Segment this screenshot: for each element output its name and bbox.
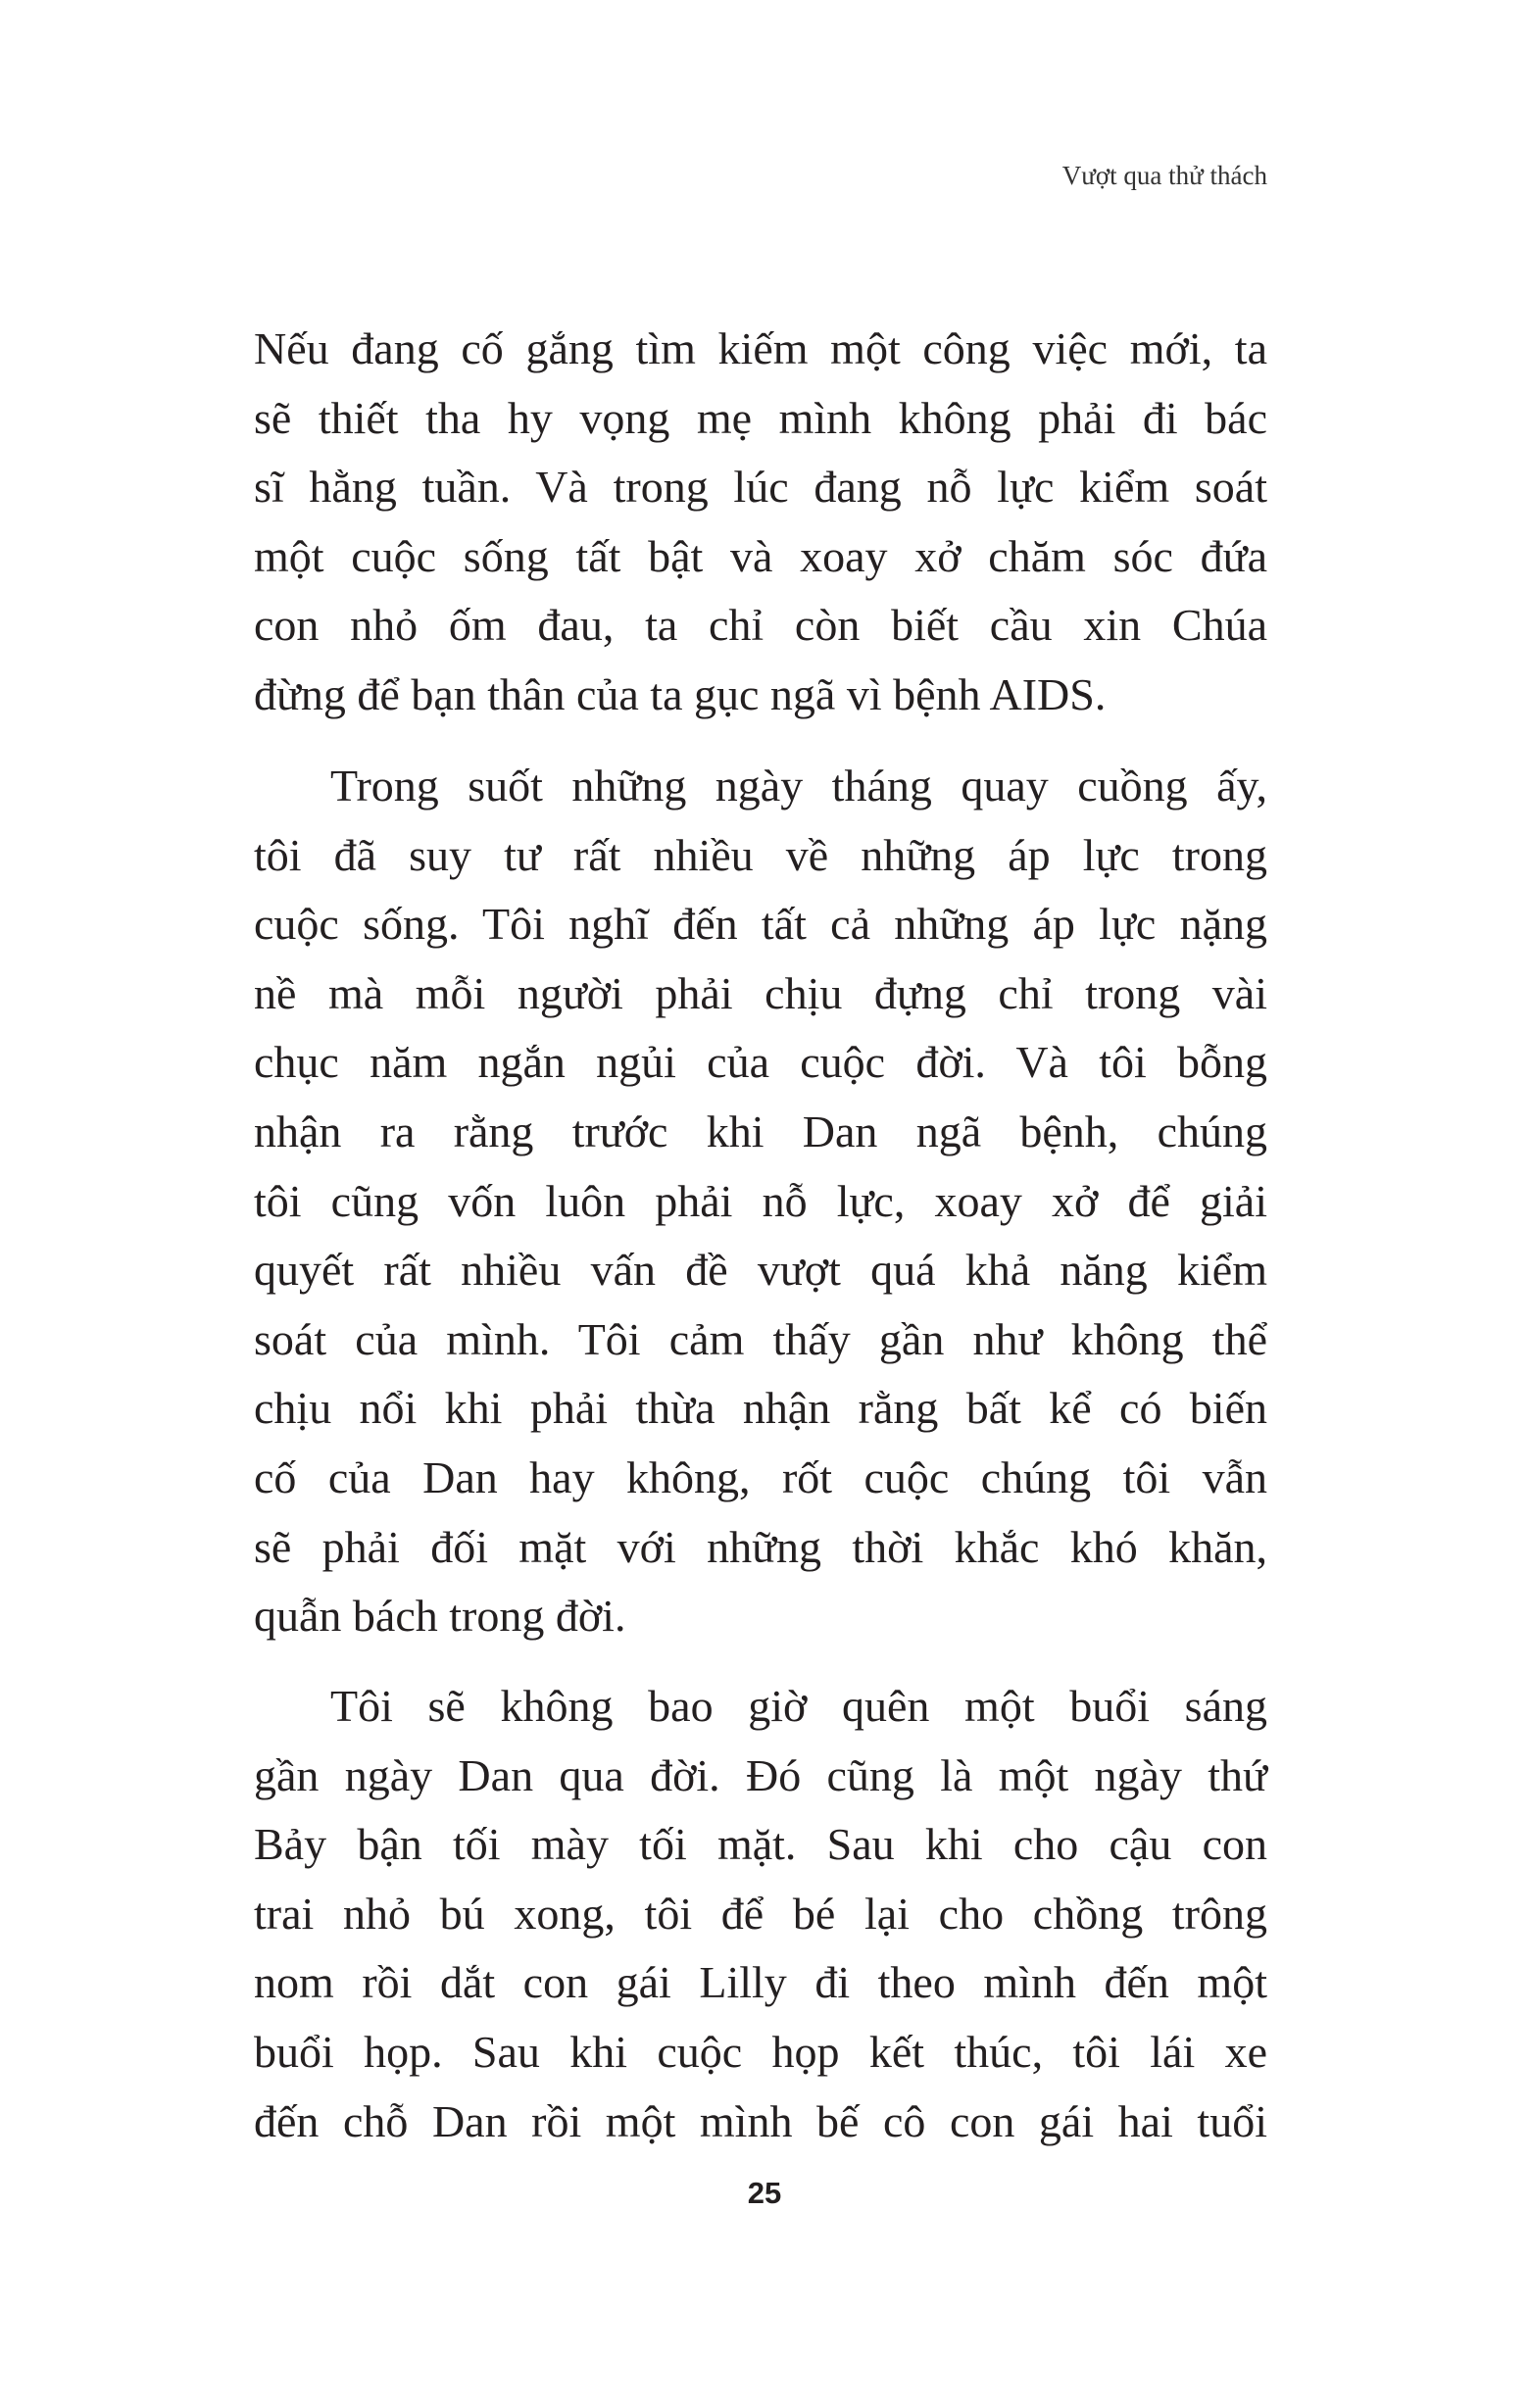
text-line: trai nhỏ bú xong, tôi để bé lại cho chồng trông — [254, 1888, 1267, 1939]
text-line: quẫn bách trong đời. — [254, 1591, 626, 1642]
text-line: chịu nổi khi phải thừa nhận rằng bất kể có biến — [254, 1383, 1267, 1434]
text-line: sẽ thiết tha hy vọng mẹ mình không phải đi bác — [254, 392, 1267, 443]
text-line: Trong suốt những ngày tháng quay cuồng ấy, — [330, 761, 1267, 811]
text-line: tôi đã suy tư rất nhiều về những áp lực trong — [254, 829, 1267, 880]
text-line: quyết rất nhiều vấn đề vượt quá khả năng kiểm — [254, 1245, 1267, 1296]
text-line: con nhỏ ốm đau, ta chỉ còn biết cầu xin Chúa — [254, 600, 1267, 651]
text-line: sẽ phải đối mặt với những thời khắc khó khăn, — [254, 1521, 1267, 1572]
running-head-title: Vượt qua thử thách — [1061, 161, 1267, 190]
paragraph-2 — [254, 752, 1267, 1651]
text-line: nhận ra rằng trước khi Dan ngã bệnh, chúng — [254, 1106, 1267, 1156]
text-line: tôi cũng vốn luôn phải nỗ lực, xoay xở để giải — [254, 1175, 1267, 1226]
text-line: một cuộc sống tất bật và xoay xở chăm sóc đứa — [254, 530, 1267, 581]
text-line: nom rồi dắt con gái Lilly đi theo mình đến một — [254, 1957, 1267, 2008]
text-line: chục năm ngắn ngủi của cuộc đời. Và tôi bỗng — [254, 1037, 1267, 1088]
text-line: gần ngày Dan qua đời. Đó cũng là một ngày thứ — [254, 1749, 1267, 1800]
text-line: đến chỗ Dan rồi một mình bế cô con gái hai tuổi — [254, 2095, 1267, 2146]
text-line: buổi họp. Sau khi cuộc họp kết thúc, tôi lái xe — [254, 2026, 1267, 2077]
paragraph-1 — [254, 315, 1267, 730]
text-line: soát của mình. Tôi cảm thấy gần như không thể — [254, 1313, 1267, 1364]
text-line: Nếu đang cố gắng tìm kiếm một công việc mới, ta — [254, 323, 1267, 373]
text-line: sĩ hằng tuần. Và trong lúc đang nỗ lực kiểm soát — [254, 462, 1267, 513]
text-line: nề mà mỗi người phải chịu đựng chỉ trong vài — [254, 967, 1267, 1018]
text-line: Bảy bận tối mày tối mặt. Sau khi cho cậu con — [254, 1819, 1267, 1870]
text-line: cố của Dan hay không, rốt cuộc chúng tôi vẫn — [254, 1451, 1267, 1502]
page-number: 25 — [747, 2176, 782, 2210]
text-line: cuộc sống. Tôi nghĩ đến tất cả những áp lực nặng — [254, 899, 1267, 950]
text-line: đừng để bạn thân của ta gục ngã vì bệnh AIDS. — [254, 668, 1107, 719]
paragraph-3 — [254, 1672, 1267, 2156]
text-line: Tôi sẽ không bao giờ quên một buổi sáng — [330, 1681, 1267, 1731]
